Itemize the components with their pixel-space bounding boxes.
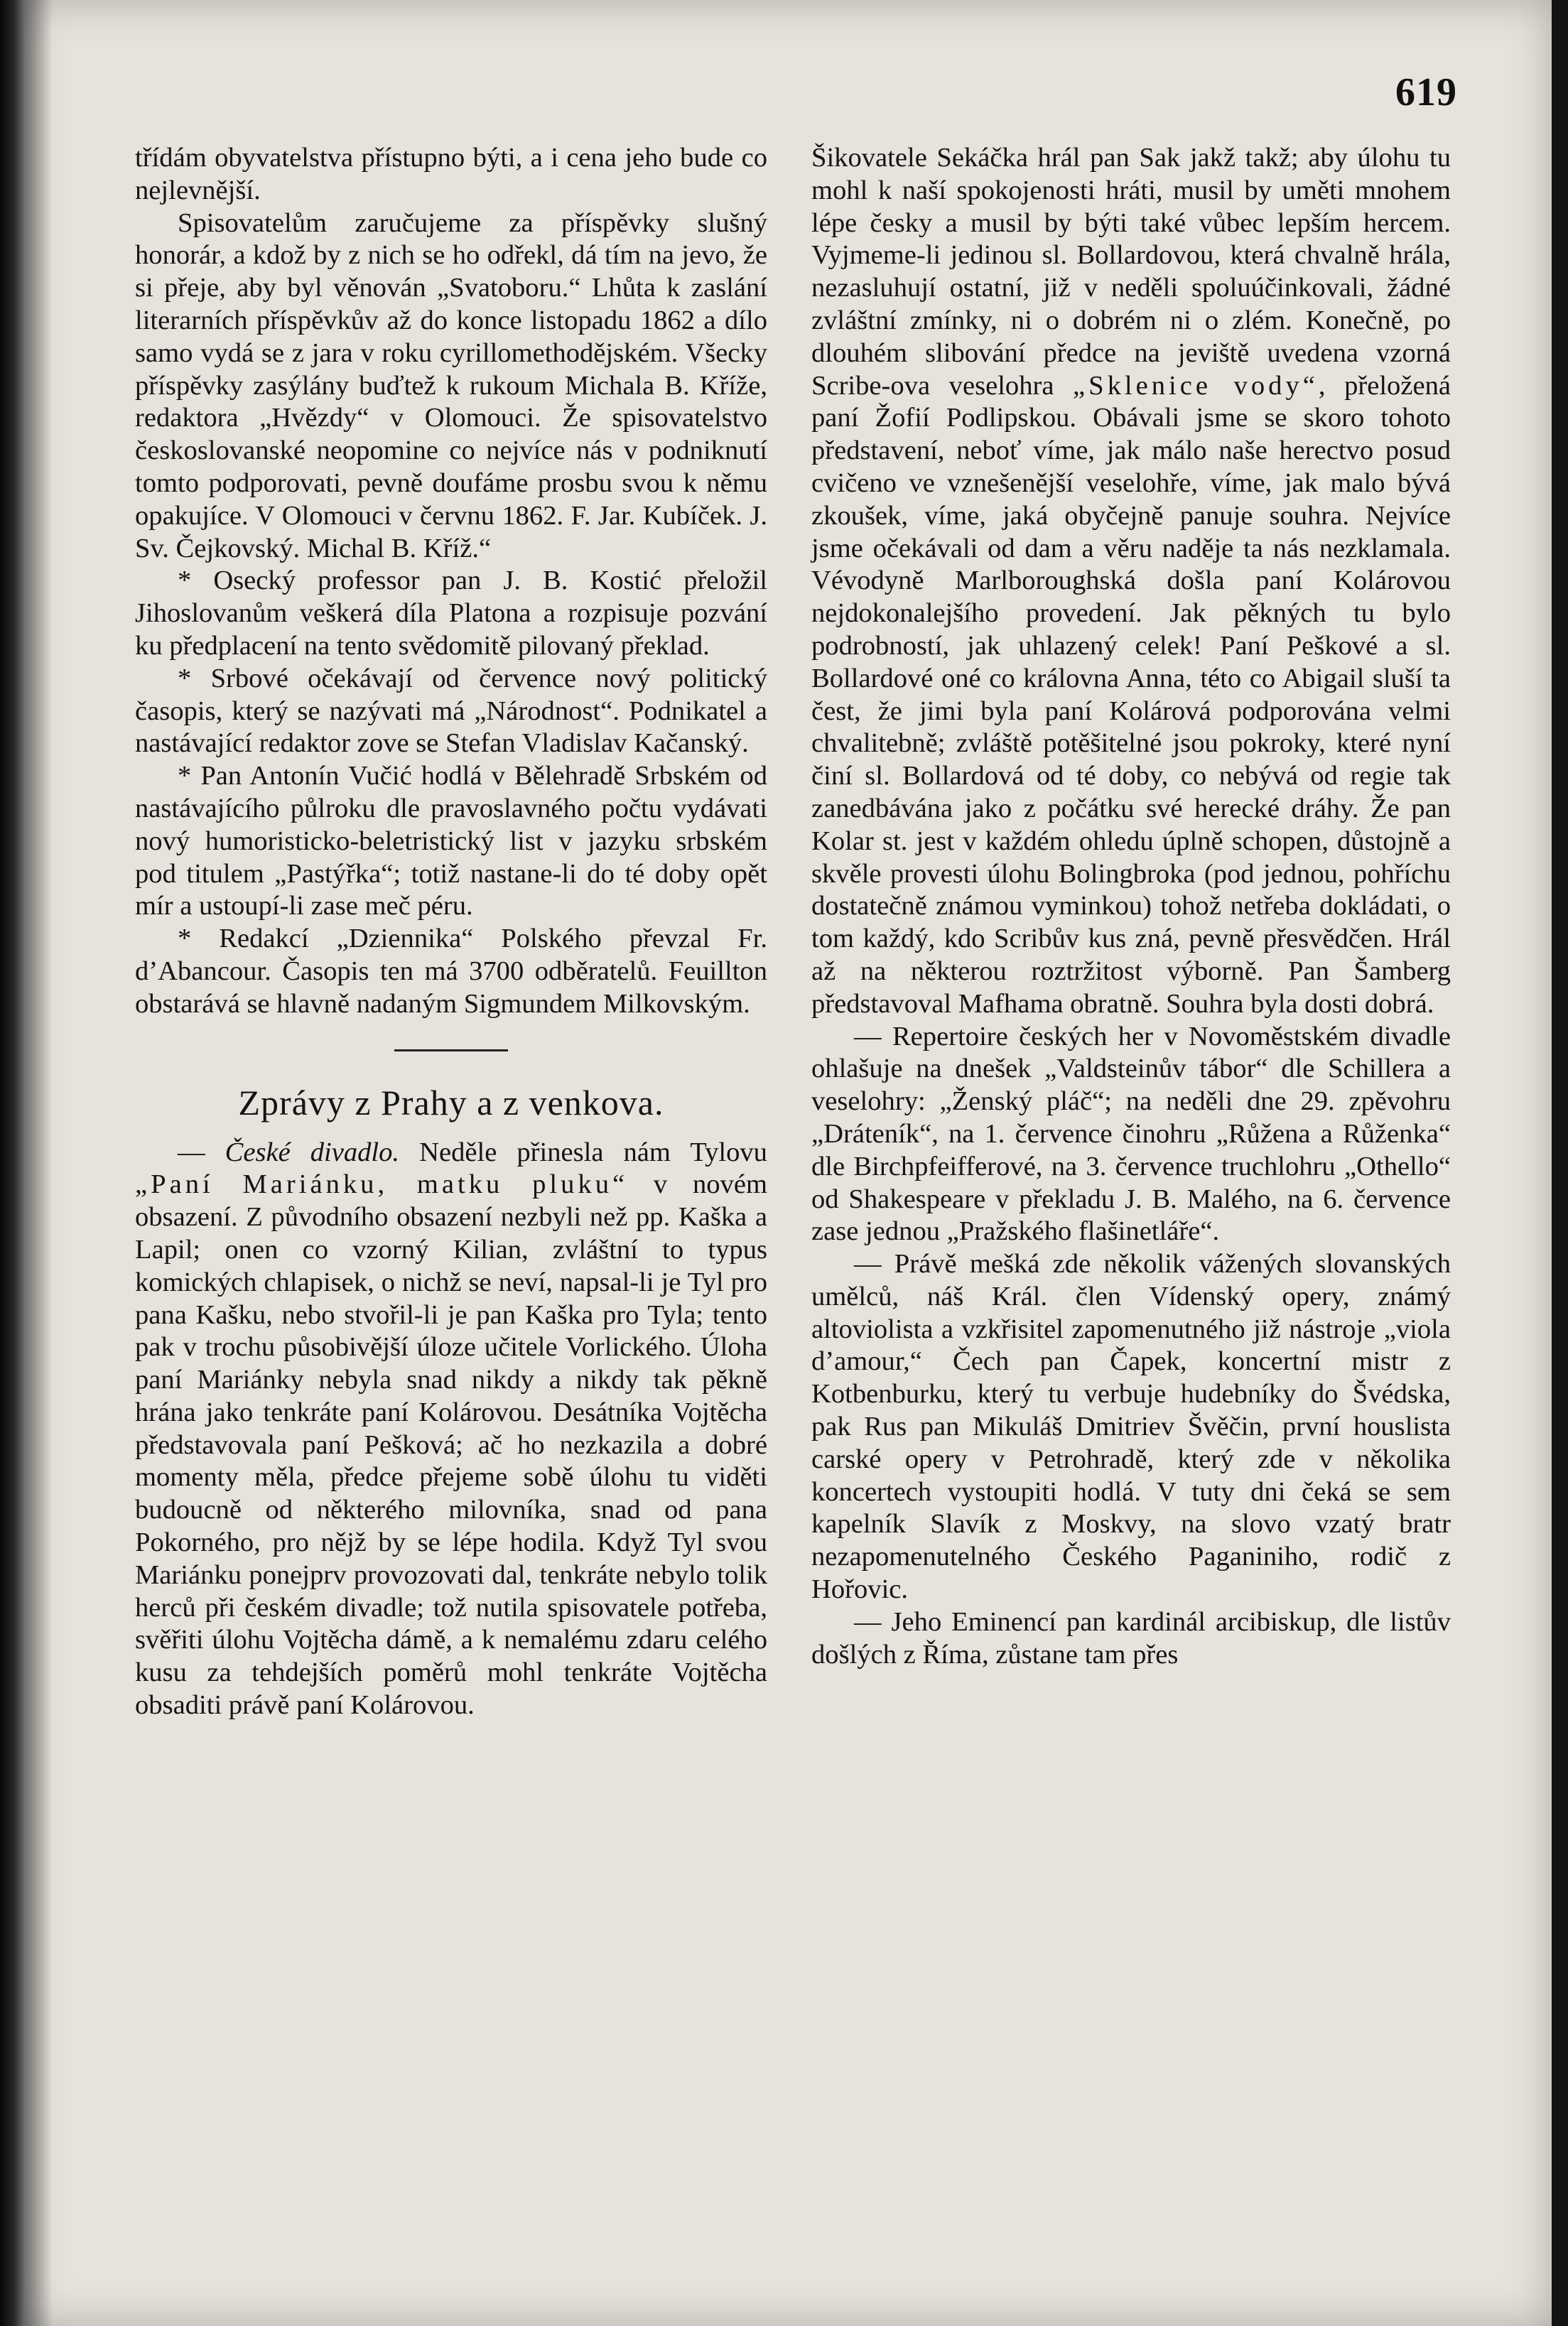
right-column bbox=[811, 142, 1451, 1671]
section-divider bbox=[394, 1049, 508, 1051]
left-paragraph: * Redakcí „Dziennika“ Polského převzal Fr. d’Abancour. Časopis ten má 3700 odběratelů. Feuillton obstarává se hlavně nadaným Sigmundem Milkovským. bbox=[135, 924, 767, 1019]
theatre-intro: Neděle přinesla nám Tylovu bbox=[419, 1137, 767, 1167]
left-paragraph: * Osecký professor pan J. B. Kostić přeložil Jihoslovanům veškerá díla Platona a rozpisuje pozvání ku předplacení na tento svědomitě pilovaný překlad. bbox=[135, 566, 767, 661]
right-paragraph: — Právě mešká zde několik vážených slovanských umělců, náš Král. člen Vídenský opery, známý altoviolista a vzkřisitel zapomenutného již nástroje „viola d’amour,“ Čech pan Čapek, koncertní mistr z Kotbenburku, který tu verbuje hudebníky do Švédska, pak Rus pan Mikuláš Dmitriev Švěčin, první houslista carské opery v Petrohradě, který zde v několika koncertech vystoupiti hodlá. V tuty dni čeká se sem kapelník Slavík z Moskvy, na slovo vzatý bratr nezapomenutelného Českého Paganiniho, rodič z Hořovic. bbox=[811, 1249, 1451, 1605]
left-paragraph: Spisovatelům zaručujeme za příspěvky slušný honorár, a kdož by z nich se ho odřekl, dá tím na jevo, že si přeje, aby byl věnován „Svatoboru.“ Lhůta k zaslání literarních příspěvkův až do konce listopadu 1862 a dílo samo vydá se z jara v roku cyrillomethodějském. Všecky příspěvky zasýlány buďtež k rukoum Michala B. Kříže, redaktora „Hvězdy“ v Olomouci. Že spisovatelstvo českoslovanské neopomine co nejvíce nás v podniknutí tomto podporovati, pevně doufáme prosbu svou k němu opakujíce. V Olomouci v červnu 1862. F. Jar. Kubíček. J. Sv. Čejkovský. Michal B. Kříž.“ bbox=[135, 207, 767, 563]
right-paragraph bbox=[811, 142, 1451, 1021]
right-paragraph: — Jeho Eminencí pan kardinál arcibiskup, dle listův došlých z Říma, zůstane tam přes bbox=[811, 1606, 1451, 1670]
left-paragraph: * Srbové očekávají od července nový politický časopis, který se nazývati má „Národnost“. Podnikatel a nastávající redaktor zove se Stefan Vladislav Kačanský. bbox=[135, 663, 767, 759]
review-text: Šikovatele Sekáčka hrál pan Sak jakž takž; aby úlohu tu mohl k naší spokojenosti hráti, musil by uměti mnohem lépe česky a musil by býti také vůbec lepším hercem. Vyjmeme-li jedinou sl. Bollardovou, která chvalně hrála, nezasluhují ostatní, již v neděli spoluúčinkovali, žádné zvláštní zmínky, ni o dobrém ni o zlém. Konečně, po dlouhém slibování předce na jeviště uvedena vzorná Scribe-ova veselohra bbox=[811, 143, 1451, 401]
theatre-label: České divadlo. bbox=[225, 1137, 400, 1167]
dash: — bbox=[178, 1137, 205, 1167]
section-heading: Zprávy z Prahy a z venkova. bbox=[238, 1082, 664, 1123]
play-title: „Paní Mariánku, matku pluku“ bbox=[135, 1169, 629, 1200]
play-title: „Sklenice vody“ bbox=[1073, 370, 1319, 401]
page-fold-shadow bbox=[24, 0, 53, 2326]
scan-dark-edge bbox=[0, 0, 24, 2326]
review-text: , přeložená paní Žofií Podlipskou. Obávali jsme se skoro tohoto představení, neboť víme, jak málo naše herectvo posud cvičeno ve vznešenější veselohře, víme, jak malo bývá zkoušek, víme, jaká obyčejně panuje souhra. Nejvíce jsme očekávali od dam a věru naděje ta nás nezklamala. Vévodyně Marlboroughská došla paní Kolárovou nejdokonalejšího provedení. Jak pěkných tu bylo podrobností, jak uhlazený celek! Paní Peškové a sl. Bollardové oné co královna Anna, této co Abigail sluší ta čest, že jimi byla paní Kolárová podporována velmi chvalitebně; zvláště potěšitelné jsou pokroky, které nyní činí sl. Bollardová od té doby, co nebývá od regie tak zanedbávána jako z počátku své herecké dráhy. Že pan Kolar st. jest v každém ohledu úplně schopen, důstojně a skvěle provesti úlohu Bolingbroka (pod jednou, pohříchu dostatečně známou vyminkou) tohož netřeba dokládati, o tom každý, kdo Scribův kus zná, pevně přesvědčen. Hrál až na některou roztržitost výborně. Pan Šamberg představoval Mafhama obratně. Souhra byla dosti dobrá. bbox=[811, 370, 1451, 1019]
left-column bbox=[135, 142, 767, 1722]
page-number: 619 bbox=[1395, 70, 1457, 114]
left-paragraph: třídám obyvatelstva přístupno býti, a i cena jeho bude co nejlevnější. bbox=[135, 143, 767, 205]
newspaper-page bbox=[24, 0, 1552, 2326]
left-paragraph: * Pan Antonín Vučić hodlá v Bělehradě Srbském od nastávajícího půlroku dle pravoslavného počtu vydávati nový humoristicko-beletristický list v jazyku srbském pod titulem „Pastýřka“; totiž nastane-li do té doby opět mír a ustoupí-li zase meč péru. bbox=[135, 761, 767, 921]
theatre-paragraph bbox=[135, 1137, 767, 1722]
theatre-text: v novém obsazení. Z původního obsazení nezbyli než pp. Kaška a Lapil; onen co vzorný Kilian, zvláštní to typus komických chlapisek, o nichž se neví, napsal-li je Tyl pro pana Kašku, nebo stvořil-li je pan Kaška pro Tyla; tento pak v trochu působivější úloze učitele Vorlického. Úloha paní Mariánky nebyla snad nikdy a nikdy tak pěkně hrána jako tenkráte paní Kolárovou. Desátníka Vojtěcha představovala paní Pešková; ač ho nezkazila a dobré momenty měla, předce přejeme sobě úlohu tu viděti budoucně od některého milovníka, snad od pana Pokorného, pro nějž by se lépe hodila. Když Tyl svou Mariánku ponejprv provozovati dal, tenkráte nebylo tolik herců při českém divadle; tož nutila spisovatele potřeba, svěřiti úlohu Vojtěcha dámě, a k nemalému zdaru celého kusu za tehdejších poměrů mohl tenkráte Vojtěcha obsaditi právě paní Kolárovou. bbox=[135, 1169, 767, 1721]
right-paragraph: — Repertoire českých her v Novoměstském divadle ohlašuje na dnešek „Valdsteinův tábor“ dle Schillera a veselohry: „Ženský pláč“; na neděli dne 29. zpěvohru „Dráteník“, na 1. července činohru „Růžena a Růženka“ dle Birchpfeifferové, na 3. července truchlohru „Othello“ od Shakespeare v překladu J. B. Malého, na 6. července zase jednou „Pražského flašinetláře“. bbox=[811, 1021, 1451, 1247]
